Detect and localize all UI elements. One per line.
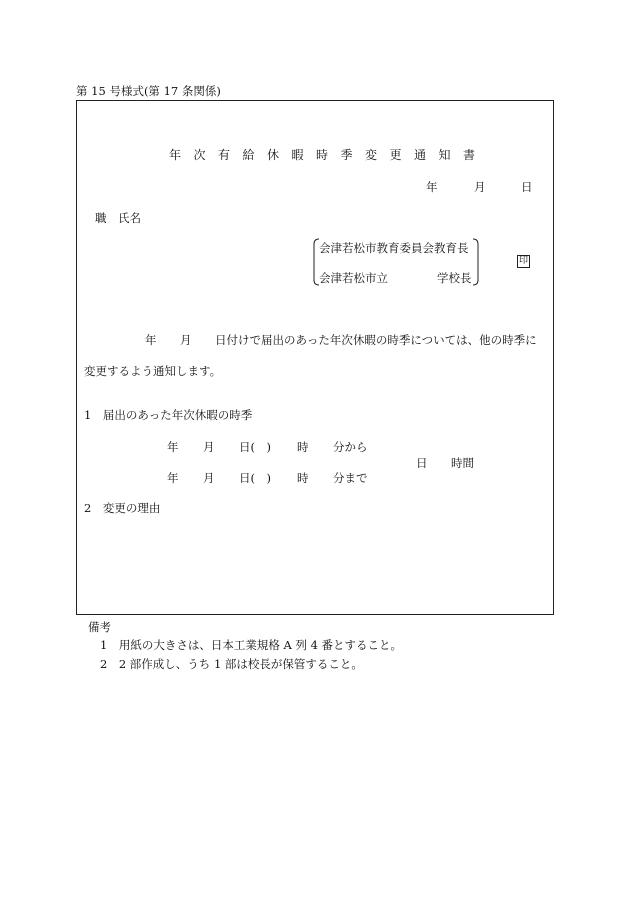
- to-year: 年: [167, 471, 179, 485]
- to-month: 月: [203, 471, 215, 485]
- from-day: 日( ): [239, 440, 271, 454]
- remarks-title: 備考: [88, 620, 111, 634]
- issuer-line1: 会津若松市教育委員会教育長: [319, 241, 469, 255]
- body-year: 年: [145, 333, 157, 347]
- date-month: 月: [474, 180, 486, 194]
- issuer-line2-prefix: 会津若松市立: [319, 271, 388, 285]
- date-year: 年: [426, 180, 438, 194]
- to-hour: 時: [297, 471, 309, 485]
- body-month: 月: [180, 333, 192, 347]
- duration-day: 日: [416, 456, 428, 470]
- issuer-line2-suffix: 学校長: [437, 271, 472, 285]
- to-minute: 分まで: [333, 471, 368, 485]
- document-title: 年次有給休暇時季変更通知書: [169, 148, 488, 162]
- section1-heading: 1 届出のあった年次休暇の時季: [84, 408, 253, 422]
- date-day: 日: [521, 180, 533, 194]
- duration-hour: 時間: [451, 456, 474, 470]
- body-text-line1: 日付けで届出のあった年次休暇の時季については、他の時季に: [215, 333, 537, 347]
- form-label: 第 15 号様式(第 17 条関係): [76, 84, 221, 98]
- seal-mark: 印: [518, 256, 528, 266]
- body-text-line2: 変更するよう通知します。: [84, 364, 222, 378]
- remarks-item: 1 用紙の大きさは、日本工業規格 A 列 4 番とすること。: [100, 638, 403, 652]
- form-frame: [76, 100, 554, 615]
- addressee: 職 氏名: [95, 211, 141, 225]
- remarks-item: 2 2 部作成し、うち 1 部は校長が保管すること。: [100, 657, 363, 671]
- to-day: 日( ): [239, 471, 271, 485]
- section2-heading: 2 変更の理由: [84, 501, 161, 515]
- from-minute: 分から: [333, 440, 368, 454]
- from-month: 月: [203, 440, 215, 454]
- from-hour: 時: [297, 440, 309, 454]
- from-year: 年: [167, 440, 179, 454]
